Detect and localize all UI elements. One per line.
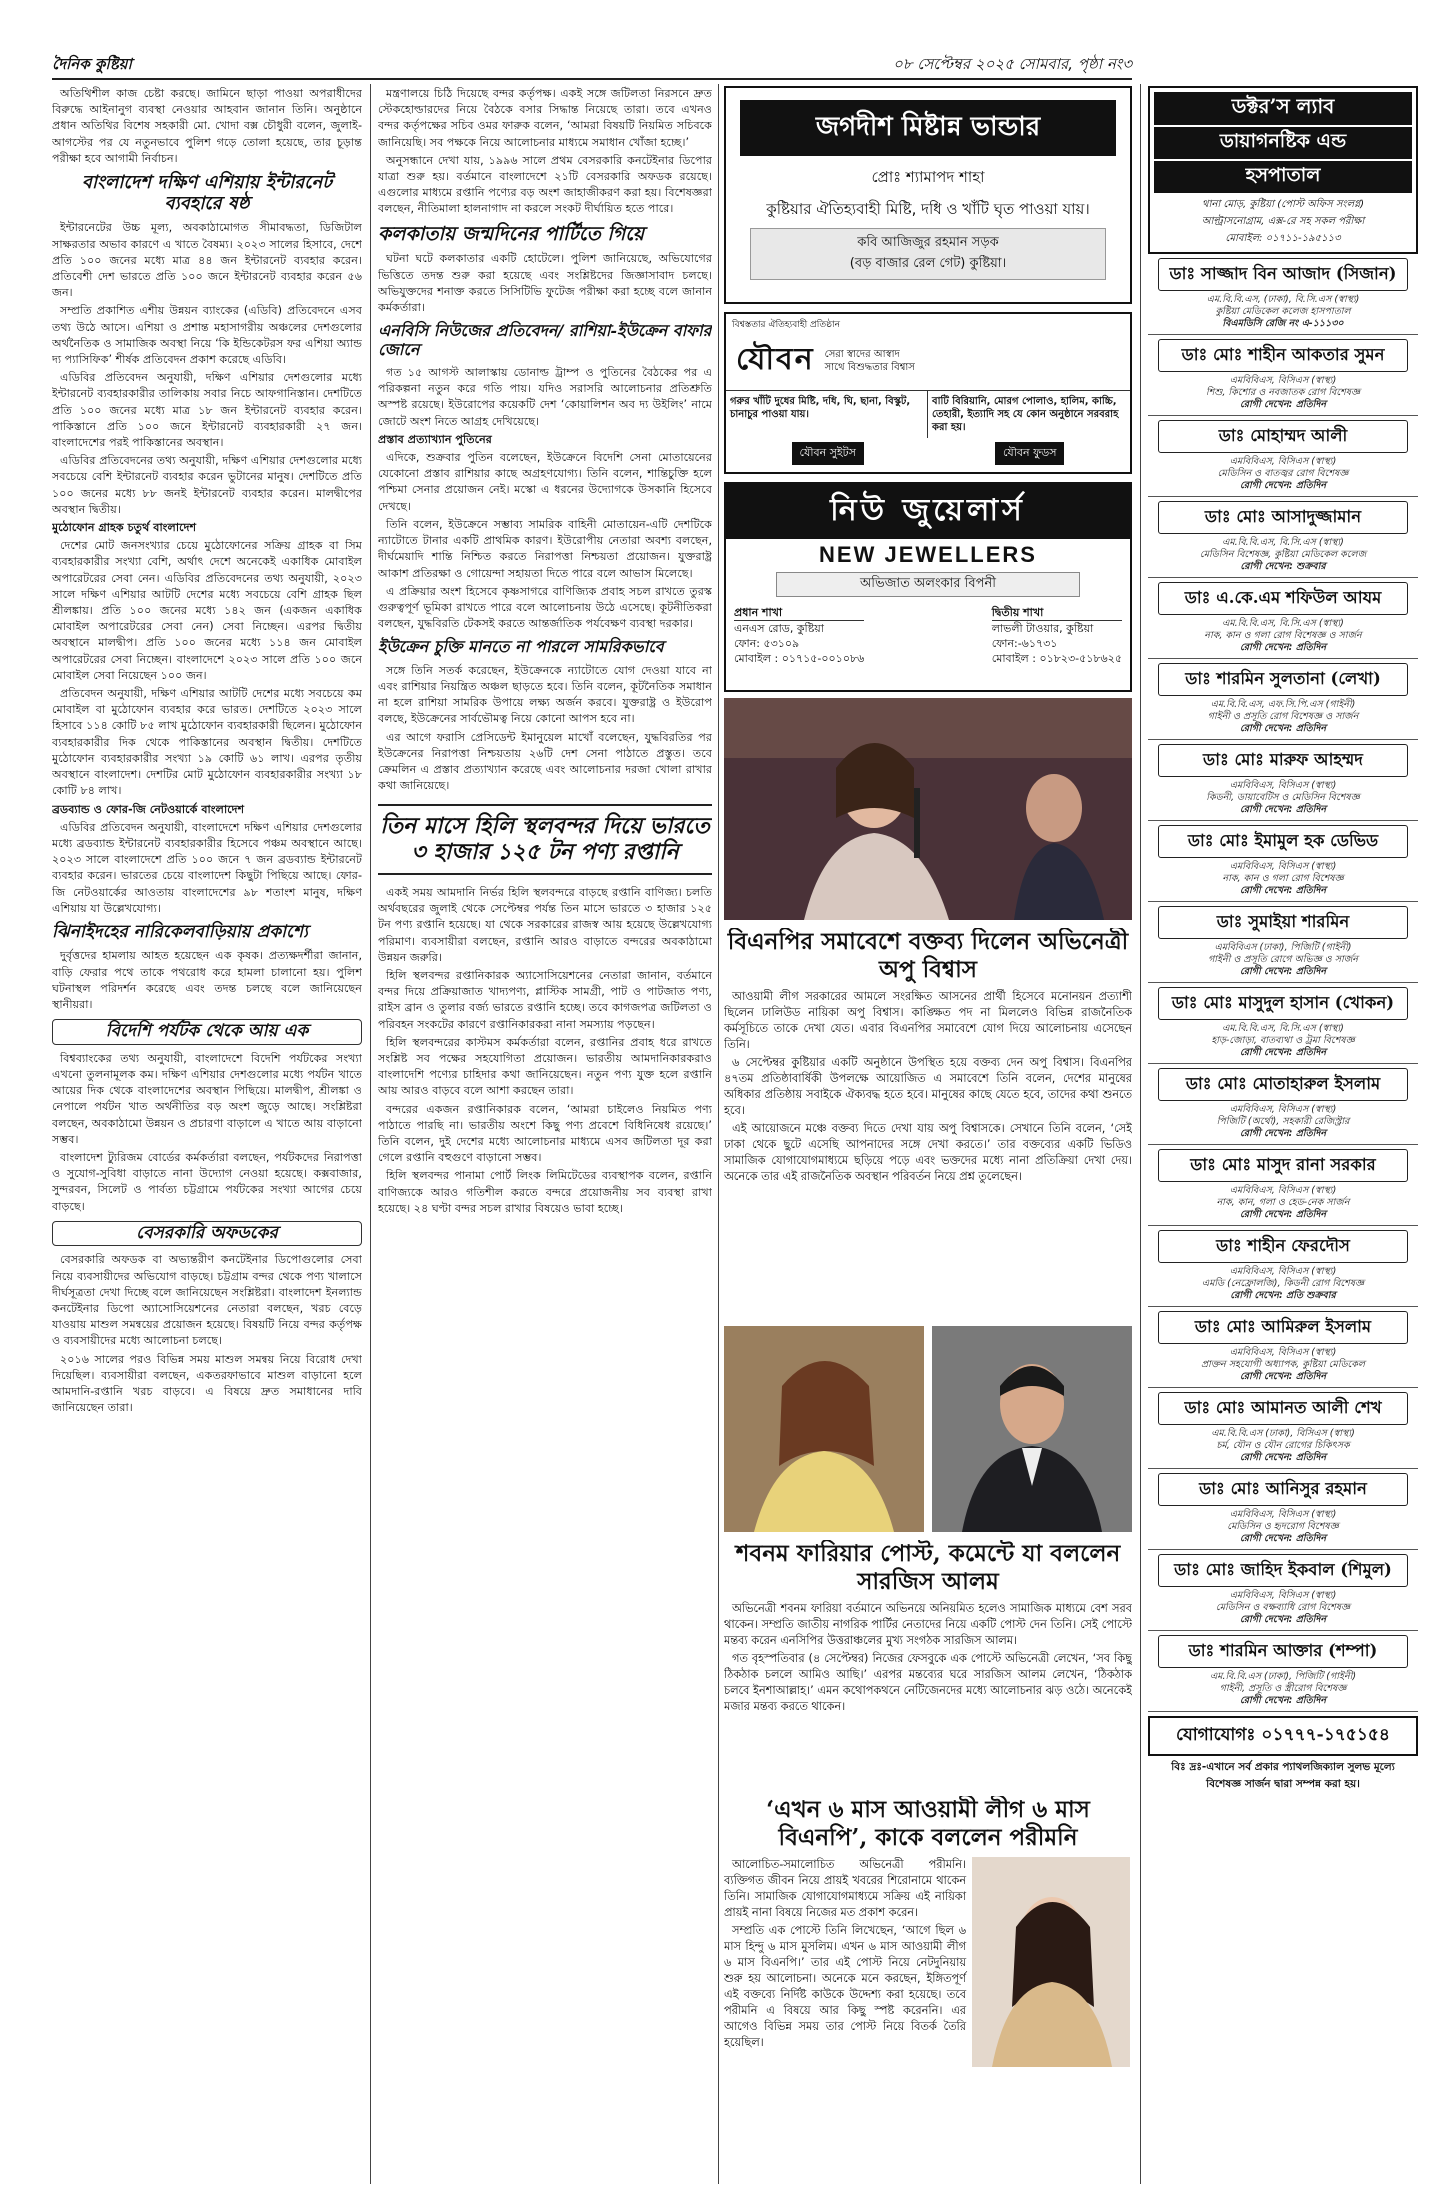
doctor-degree: এমবিবিএস, বিসিএস (স্বাস্থ্য) [1229, 1509, 1337, 1520]
article-headline: বেসরকারি অফডকের [52, 1221, 362, 1247]
doctor-specialty: মেডিসিন ও বাতজ্বর রোগ বিশেষজ্ঞ [1217, 468, 1349, 479]
article-text: অভিনেত্রী শবনম ফারিয়া বর্তমানে অভিনয়ে অনিয়মিত হলেও সামাজিক মাধ্যমে বেশ সরব থাকেন। সম্প্রতি জাতীয় নাগরিক পার্টির নেতাদের নিয়ে একটি পোস্ট দেন তিনি। সেই পোস্টে মন্তব্য করেন এনসিপির উত্তরাঞ্চলের মুখ্য সংগঠক সারজিস আলম। [724, 1602, 1132, 1648]
doctor-degree: এম.বি.বি.এস, এফ.সি.পি.এস (গাইনী) [1210, 699, 1356, 710]
story-2 [724, 1540, 1132, 1790]
article-text: আওয়ামী লীগ সরকারের আমলে সংরক্ষিত আসনের প্রার্থী হিসেবে মনোনয়ন প্রত্যাশী ছিলেন ঢালিউড নায়িকা অপু বিশ্বাস। কাঙ্ক্ষিত পদ না মিললেও বিভিন্ন রাজনৈতিক কর্মসূচিতে তাকে দেখা যেত। এবার বিএনপির সমাবেশে যোগ দিয়ে আলোচনায় এসেছেন তিনি। [724, 990, 1132, 1052]
doctor-card [1148, 902, 1418, 983]
joubon-tagline-1: সেরা স্বাদের আস্বাদ [824, 348, 900, 360]
doctor-card [1148, 497, 1418, 578]
joubon-branch-1: যৌবন সুইটস [792, 442, 864, 465]
column-rule [718, 84, 719, 2184]
doctor-specialty: নাক, কান ও গলা রোগ বিশেষজ্ঞ [1222, 873, 1344, 884]
story-2-headline: শবনম ফারিয়ার পোস্ট, কমেন্টে যা বললেন সারজিস আলম [735, 1540, 1121, 1595]
doctor-schedule: বিএমডিসি রেজি নং এ-১১১৩০ [1222, 318, 1344, 329]
doctor-card [1148, 659, 1418, 740]
story-2-photo-right [932, 1326, 1132, 1532]
jewellers-name-en: NEW JEWELLERS [819, 542, 1037, 567]
doctor-schedule: রোগী দেখেন: প্রতিদিন [1239, 885, 1327, 896]
doctor-specialty: প্রাক্তন সহযোগী অধ্যাপক, কুষ্টিয়া মেডিকেল [1200, 1359, 1366, 1370]
article-text: বেসরকারি অফডক বা অভ্যন্তরীণ কনটেইনার ডিপোগুলোর সেবা নিয়ে ব্যবসায়ীদের অভিযোগ বাড়ছে। চট্টগ্রাম বন্দর থেকে পণ্য খালাসে দীর্ঘসূত্রতা দেখা দিচ্ছে বলে জানিয়েছেন সংশ্লিষ্টরা। বাংলাদেশ ইনল্যান্ড কনটেইনার ডিপো অ্যাসোসিয়েশনের নেতারা বলছেন, খরচ বেড়ে যাওয়ায় মাশুল সমন্বয়ের প্রয়োজন হয়েছে। বিষয়টি নিয়ে বন্দর কর্তৃপক্ষ ও ব্যবসায়ীদের মধ্যে আলোচনা চলছে। [52, 1253, 362, 1348]
article-text: এডিবির প্রতিবেদনের তথ্য অনুযায়ী, দক্ষিণ এশিয়ার দেশগুলোর মধ্যে সবচেয়ে বেশি ইন্টারনেট ব্যবহার করেন ভুটানের মানুষ। দেশটিতে প্রতি ১০০ জনের মধ্যে ৮৮ জনই ইন্টারনেট ব্যবহার করেন। মালদ্বীপের অবস্থান দ্বিতীয়। [52, 454, 362, 516]
article-text: বিশ্বব্যাংকের তথ্য অনুযায়ী, বাংলাদেশে বিদেশি পর্যটকের সংখ্যা এখনো তুলনামূলক কম। দক্ষিণ এশিয়ার দেশগুলোর মধ্যে পর্যটন খাতে আয়ের দিক থেকে বাংলাদেশের অবস্থান পিছিয়ে। মালদ্বীপ, শ্রীলঙ্কা ও নেপালে পর্যটন খাত অর্থনীতির বড় অংশ জুড়ে আছে। সংশ্লিষ্টরা বলছেন, অবকাঠামো উন্নয়ন ও প্রচারণা বাড়ালে এ খাতে আয় বাড়ানো সম্ভব। [52, 1051, 362, 1146]
column-rule [370, 84, 371, 2184]
doctor-schedule: রোগী দেখেন: প্রতিদিন [1239, 966, 1327, 977]
jewellers-branch-1-address: এনএস রোড, কুষ্টিয়া [734, 622, 824, 635]
article-headline: এনবিসি নিউজের প্রতিবেদন/ রাশিয়া-ইউক্রেন বাফার জোনে [378, 321, 712, 359]
doctor-card [1148, 335, 1418, 416]
article-subhead: ব্রডব্যান্ড ও ফোর-জি নেটওয়ার্কে বাংলাদেশ [52, 802, 245, 816]
politician-photo-illustration [932, 1326, 1132, 1532]
doctor-degree: এমবিবিএস, বিসিএস (স্বাস্থ্য) [1229, 375, 1337, 386]
article-text: দেশের মোট জনসংখ্যার চেয়ে মুঠোফোনের সক্রিয় গ্রাহক বা সিম ব্যবহারকারীর সংখ্যা বেশি, অর্থাৎ দেশে অনেকেই একাধিক মোবাইল অপারেটরের সেবা নেন। এডিবির প্রতিবেদনের তথ্য অনুযায়ী, ২০২৩ সালে দক্ষিণ এশিয়ার আটটি দেশের মধ্যে সবচেয়ে বেশি গ্রাহক ছিল শ্রীলঙ্কায়। প্রতি ১০০ জনের মধ্যে ১৪২ জন (একজন একাধিক মোবাইল অপারেটরের সেবা নেন) সেবা নিচ্ছেন। এরপর দ্বিতীয় অবস্থানে মালদ্বীপ। প্রতি ১০০ জনের মধ্যে ১১৪ জন মোবাইল অপারেটরের সেবা নিচ্ছেন। বাংলাদেশে ২০২৩ সালে প্রতি ১০০ জনে মোবাইল সেবা নিয়েছেন ১০০ জন। [52, 539, 362, 682]
doctor-card [1148, 254, 1418, 335]
doctor-specialty: মেডিসিন ও বক্ষব্যাধি রোগ বিশেষজ্ঞ [1215, 1602, 1351, 1613]
doctor-card [1148, 578, 1418, 659]
jewellers-branch-2-phone: ফোন:-৬১৭৩১ [991, 637, 1058, 650]
doctor-specialty: নাক, কান ও গলা রোগ বিশেষজ্ঞ ও সার্জন [1204, 630, 1362, 641]
joubon-logo: যৌবন [736, 342, 815, 377]
doctor-schedule: রোগী দেখেন: শুক্রবার [1240, 561, 1326, 572]
doctor-specialty: এমডি (নেফ্রোলজি), কিডনী রোগ বিশেষজ্ঞ [1201, 1278, 1365, 1289]
story-2-photo-left [724, 1326, 924, 1532]
article-text: ঘটনা ঘটে কলকাতার একটি হোটেলে। পুলিশ জানিয়েছে, অভিযোগের ভিত্তিতে তদন্ত শুরু করা হয়েছে এবং সংশ্লিষ্টদের জিজ্ঞাসাবাদ চলছে। অভিযুক্তদের শনাক্ত করতে সিসিটিভি ফুটেজ পরীক্ষা করা হচ্ছে বলে জানান কর্মকর্তারা। [378, 252, 712, 315]
article-text: গত ১৫ আগস্ট আলাস্কায় ডোনাল্ড ট্রাম্প ও পুতিনের বৈঠকের পর এ পরিকল্পনা নতুন করে গতি পায়। যদিও সরাসরি আলোচনার প্রতিশ্রুতি অস্পষ্ট রয়েছে। ইউরোপের কয়েকটি দেশ ‘কোয়ালিশন অব দ্য উইলিং’ নামে জোটে অংশ নিতে আগ্রহ দেখিয়েছে। [378, 366, 712, 428]
doctor-card [1148, 1631, 1418, 1712]
doctor-degree: এমবিবিএস, বিসিএস (স্বাস্থ্য) [1229, 1347, 1337, 1358]
article-text: এডিবির প্রতিবেদন অনুযায়ী, বাংলাদেশে দক্ষিণ এশিয়ার দেশগুলোর মধ্যে ব্রডব্যান্ড ইন্টারনেট ব্যবহারকারীর হিসেবে পঞ্চম অবস্থানে আছে। ২০২৩ সালে বাংলাদেশে প্রতি ১০০ জনে ৭ জন ব্রডব্যান্ড ইন্টারনেট ব্যবহার করেন। ভারতের চেয়ে বাংলাদেশ কিছুটা পিছিয়ে আছে। ফোর-জি নেটওয়ার্কের আওতায় বাংলাদেশের ৯৮ শতাংশ মানুষ, দক্ষিণ এশিয়ায় যা উল্লেখযোগ্য। [52, 820, 362, 915]
sweets-advertisement [724, 86, 1132, 304]
joubon-top-line: বিশ্বস্ততার ঐতিহ্যবাহী প্রতিষ্ঠান [732, 320, 840, 330]
article-headline: বিদেশি পর্যটক থেকে আয় এক [52, 1019, 362, 1045]
doctor-card [1148, 416, 1418, 497]
doctor-specialty: মেডিসিন বিশেষজ্ঞ, কুষ্টিয়া মেডিকেল কলেজ [1199, 549, 1367, 560]
jewellers-branch-2-title: দ্বিতীয় শাখা [992, 605, 1122, 621]
doctor-schedule: রোগী দেখেন: প্রতি শুক্রবার [1230, 1290, 1336, 1301]
doctor-name: ডাঃ এ.কে.এম শফিউল আযম [1158, 582, 1408, 615]
doctor-schedule: রোগী দেখেন: প্রতিদিন [1239, 1695, 1327, 1706]
doctor-name: ডাঃ মোঃ আমানত আলী শেখ [1158, 1392, 1408, 1425]
doctor-degree: এমবিবিএস, বিসিএস (স্বাস্থ্য) [1229, 861, 1337, 872]
article-text: মন্ত্রণালয়ে চিঠি দিয়েছে বন্দর কর্তৃপক্ষ। একই সঙ্গে জটিলতা নিরসনে দ্রুত স্টেকহোল্ডারদের নিয়ে বৈঠকে বসার সিদ্ধান্ত নিয়েছে তারা। তবে এখনও বন্দর কর্তৃপক্ষের সচিব ওমর ফারুক বলেন, ‘আমরা বিষয়টি নিয়মিত সচিবকে জানিয়েছি। সব পক্ষকে নিয়ে আলোচনার মাধ্যমে সমাধান খোঁজা হচ্ছে।’ [378, 87, 712, 149]
lab-title-3: হসপাতাল [1154, 161, 1412, 193]
article-text: দুর্বৃত্তদের হামলায় আহত হয়েছেন এক কৃষক। প্রত্যক্ষদর্শীরা জানান, বাড়ি ফেরার পথে তাকে পথরোধ করে হামলা চালানো হয়। পুলিশ ঘটনাস্থল পরিদর্শন করেছে এবং তদন্ত চলছে বলে জানিয়েছেন স্থানীয়রা। [52, 949, 362, 1012]
article-text: বন্দরের একজন রপ্তানিকারক বলেন, ‘আমরা চাইলেও নিয়মিত পণ্য পাঠাতে পারছি না। ভারতীয় অংশে কিছু পণ্য প্রবেশে বিধিনিষেধ রয়েছে।’ তিনি বলেন, দুই দেশের মধ্যে আলোচনার মাধ্যমে এসব জটিলতা দূর করা গেলে রপ্তানি বহুগুণে বাড়ানো সম্ভব। [378, 1102, 712, 1165]
jewellers-name-bn: নিউ জুয়েলার্স [726, 484, 1130, 539]
jewellers-subtitle: অভিজাত অলংকার বিপনী [776, 572, 1080, 597]
story-1 [724, 928, 1132, 1318]
jewellers-branch-2-address: লাভলী টাওয়ার, কুষ্টিয়া [991, 622, 1094, 635]
article-headline: তিন মাসে হিলি স্থলবন্দর দিয়ে ভারতে ৩ হাজার ১২৫ টন পণ্য রপ্তানি [378, 804, 712, 875]
doctor-specialty: কুষ্টিয়া মেডিকেল কলেজ হাসপাতাল [1215, 306, 1351, 317]
sweets-address-line2: (বড় বাজার রেল গেট) কুষ্টিয়া। [849, 256, 1007, 271]
doctor-degree: এমবিবিএস, বিসিএস (স্বাস্থ্য) [1229, 1185, 1337, 1196]
article-subhead: প্রস্তাব প্রত্যাখ্যান পুতিনের [378, 432, 492, 446]
doctor-card [1148, 1469, 1418, 1550]
page-dateline: ০৮ সেপ্টেম্বর ২০২৫ সোমবার, পৃষ্ঠা নং৩ [893, 54, 1132, 73]
doctor-name: ডাঃ শারমিন সুলতানা (লেখা) [1158, 663, 1408, 696]
sweets-address-line1: কবি আজিজুর রহমান সড়ক [857, 235, 999, 250]
doctor-degree: এম.বি.বি.এস (ঢাকা), বিসিএস (স্বাস্থ্য) [1211, 1428, 1355, 1439]
doctor-schedule: রোগী দেখেন: প্রতিদিন [1239, 1533, 1327, 1544]
doctor-name: ডাঃ মোঃ আমিরুল ইসলাম [1158, 1311, 1408, 1344]
doctor-card [1148, 1550, 1418, 1631]
article-text: ২০১৬ সালের পরও বিভিন্ন সময় মাশুল সমন্বয় নিয়ে বিরোধ দেখা দিয়েছিল। ব্যবসায়ীরা বলছেন, একতরফাভাবে মাশুল বাড়ানো হলে আমদানি-রপ্তানি খরচ বাড়বে। এ বিষয়ে দ্রুত সমাধানের দাবি জানিয়েছেন তারা। [52, 1352, 362, 1415]
doctor-name: ডাঃ মোঃ মারুফ আহম্মদ [1158, 744, 1408, 777]
article-text: গত বৃহস্পতিবার (৪ সেপ্টেম্বর) নিজের ফেসবুকে এক পোস্টে অভিনেত্রী লেখেন, ‘সব কিছু ঠিকঠাক চললে আমিও আছি।’ এরপর মন্তব্যের ঘরে সারজিস আলম লেখেন, ‘ঠিকঠাক চলবে ইনশাআল্লাহ।’ এমন কথোপকথনে নেটিজেনদের মধ্যে আলোচনার ঝড় ওঠে। অনেকেই মজার মন্তব্য করতে থাকেন। [724, 1652, 1132, 1714]
article-text: এ প্রক্রিয়ার অংশ হিসেবে কৃষ্ণসাগরে বাণিজ্যিক প্রবাহ সচল রাখতে তুরস্ক গুরুত্বপূর্ণ ভূমিকা রাখতে পারে বলে আলোচনায় উঠে এসেছে। কূটনীতিকরা বলছেন, যুদ্ধবিরতি টেকসই করতে আন্তর্জাতিক পর্যবেক্ষণ ব্যবস্থা দরকার। [378, 584, 712, 631]
article-text: আলোচিত-সমালোচিত অভিনেত্রী পরীমনি। ব্যক্তিগত জীবন নিয়ে প্রায়ই খবরের শিরোনামে থাকেন তিনি। সামাজিক যোগাযোগমাধ্যমে সক্রিয় এই নায়িকা প্রায়ই নানা বিষয়ে নিজের মত প্রকাশ করেন। [724, 1858, 966, 1920]
doctor-schedule: রোগী দেখেন: প্রতিদিন [1239, 1047, 1327, 1058]
doctor-name: ডাঃ মোহাম্মদ আলী [1158, 420, 1408, 453]
doctor-name: ডাঃ সাজ্জাদ বিন আজাদ (সিজান) [1158, 258, 1408, 291]
doctor-degree: এমবিবিএস, বিসিএস (স্বাস্থ্য) [1229, 1266, 1337, 1277]
doctor-name: ডাঃ শারমিন আক্তার (শম্পা) [1158, 1635, 1408, 1668]
doctor-specialty: নাক, কান, গলা ও হেড-নেক সার্জন [1216, 1197, 1350, 1208]
lab-header [1148, 86, 1418, 254]
story-1-photo [724, 698, 1132, 920]
doctor-degree: এমবিবিএস, বিসিএস (স্বাস্থ্য) [1229, 1104, 1337, 1115]
article-text: সঙ্গে তিনি সতর্ক করেছেন, ইউক্রেনকে ন্যাটোতে যোগ দেওয়া যাবে না এবং রাশিয়ার নিয়ন্ত্রিত অঞ্চল ছাড়তে হবে। তিনি বলেন, কূটনৈতিক সমাধান না হলে রাশিয়া সামরিক উপায়ে লক্ষ্য অর্জন করবে। যুক্তরাষ্ট্র ও ইউরোপ বলছে, ইউক্রেনের সার্বভৌমত্ব নিয়ে কোনো আপস হবে না। [378, 663, 712, 726]
doctor-degree: এমবিবিএস, বিসিএস (স্বাস্থ্য) [1229, 780, 1337, 791]
column-1 [52, 86, 362, 2166]
doctor-degree: এম.বি.বি.এস (ঢাকা), পিজিটি (গাইনী) [1209, 1671, 1357, 1682]
doctor-specialty: গাইনী ও প্রসূতি রোগে অভিজ্ঞ ও সার্জন [1208, 954, 1358, 965]
sweets-proprietor: প্রোঃ শ্যামাপদ শাহা [871, 168, 985, 186]
doctor-name: ডাঃ শাহীন ফেরদৌস [1158, 1230, 1408, 1263]
joubon-branch-2: যৌবন ফুডস [995, 442, 1065, 465]
article-text: ইন্টারনেটের উচ্চ মূল্য, অবকাঠামোগত সীমাবদ্ধতা, ডিজিটাল সাক্ষরতার অভাব কারণে এ খাতে বৈষম্য। ২০২৩ সালের হিসাবে, দেশে প্রতি ১০০ জনের মধ্যে মাত্র ৪৪ জন ইন্টারনেট ব্যবহার করেন। প্রতিবেশী দেশ ভারতে প্রতি ১০০ জনে ইন্টারনেট ব্যবহার করেন ৫৬ জন। [52, 221, 362, 300]
doctor-card [1148, 1307, 1418, 1388]
doctor-name: ডাঃ মোঃ আনিসুর রহমান [1158, 1473, 1408, 1506]
article-text: প্রতিবেদন অনুযায়ী, দক্ষিণ এশিয়ার আটটি দেশের মধ্যে সবচেয়ে কম মোবাইল বা মুঠোফোন ব্যবহার করে ভারত। দেশটিতে ২০২৩ সালে হিসাবে ১১৪ কোটি ৮৫ লাখ মুঠোফোন ব্যবহারকারী ছিলেন। মুঠোফোন ব্যবহারকারীর দিক থেকে পাকিস্তানের অবস্থান দ্বিতীয়। দেশটিতে মুঠোফোন ব্যবহারকারীর সংখ্যা ১৯ কোটি ৬১ লাখ। এরপর তৃতীয় অবস্থানে বাংলাদেশ। দেশটির মোট মুঠোফোন ব্যবহারকারীর সংখ্যা ১৮ কোটি ৮৪ লাখ। [52, 687, 362, 798]
story-1-headline: বিএনপির সমাবেশে বক্তব্য দিলেন অভিনেত্রী অপু বিশ্বাস [727, 928, 1129, 983]
doctor-specialty: চর্ম, যৌন ও যৌন রোগের চিকিৎসক [1216, 1440, 1350, 1451]
article-text: হিলি স্থলবন্দর রপ্তানিকারক অ্যাসোসিয়েশনের নেতারা জানান, বর্তমানে বন্দর দিয়ে প্রক্রিয়াজাত খাদ্যপণ্য, প্লাস্টিক সামগ্রী, পাট ও পাটজাত পণ্য, রাইস ব্রান ও তুলার বর্জ্য ভারতে রপ্তানি হচ্ছে। তবে কাগজপত্র জটিলতা ও পরিবহন সংকটের কারণে রপ্তানিকারকরা নানা সমস্যায় পড়ছেন। [378, 968, 712, 1031]
actress-photo-illustration [724, 1326, 924, 1532]
jewellers-branch-1-mobile: মোবাইল : ০১৭১৫-০০১০৮৬ [734, 652, 865, 665]
article-text: তিনি বলেন, ইউক্রেনে সম্ভাব্য সামরিক বাহিনী মোতায়েন-এটি দেশটিকে ন্যাটোতে টানার একটি প্রাথমিক কারণ। ইউরোপীয় নেতারা অবশ্য বলছেন, দীর্ঘমেয়াদি শান্তি নিশ্চিত করতে নিরাপত্তা নিশ্চয়তা প্রয়োজন। যুক্তরাষ্ট্র আকাশ প্রতিরক্ষা ও গোয়েন্দা সহায়তা দিতে পারে বলে আভাস মিলেছে। [378, 517, 712, 580]
footer-note: বিঃ দ্রঃ-এখানে সর্ব প্রকার প্যাথলজিক্যাল সুলভ মূল্যে বিশেষজ্ঞ সার্জন দ্বারা সম্পন্ন করা হয়। [1171, 1761, 1395, 1790]
page-header [52, 52, 1132, 80]
joubon-tagline-2: সাথে বিশুদ্ধতার বিশ্বাস [824, 361, 915, 373]
lab-title-2: ডায়াগনষ্টিক এন্ড [1154, 127, 1412, 159]
doctor-specialty: শিশু, কিশোর ও নবজাতক রোগ বিশেষজ্ঞ [1205, 387, 1361, 398]
doctor-schedule: রোগী দেখেন: প্রতিদিন [1239, 642, 1327, 653]
article-text: অনুসন্ধানে দেখা যায়, ১৯৯৬ সালে প্রথম বেসরকারি কনটেইনার ডিপোর যাত্রা শুরু হয়। বর্তমানে বাংলাদেশে ২১টি বেসরকারি অফডক রয়েছে। এগুলোর মাধ্যমে রপ্তানি পণ্যের বড় অংশ জাহাজীকরণ করা হয়। বিশেষজ্ঞরা বলছেন, নীতিমালা হালনাগাদ না করলে সংকট দীর্ঘায়িত হতে পারে। [378, 153, 712, 216]
doctor-name: ডাঃ মোঃ ইমামুল হক ডেভিড [1158, 825, 1408, 858]
lab-address: থানা মোড়, কুষ্টিয়া (পোস্ট অফিস সংলগ্ন) [1201, 199, 1365, 210]
jewellers-branch-2-mobile: মোবাইল : ০১৮২৩-৫১৮৬২৫ [991, 652, 1122, 665]
contact-line: যোগাযোগঃ ০১৭৭৭-১৭৫১৫৪ [1148, 1716, 1418, 1756]
article-headline: ইউক্রেন চুক্তি মানতে না পারলে সামরিকভাবে [378, 637, 664, 657]
newspaper-name: দৈনিক কুষ্টিয়া [52, 54, 132, 73]
article-headline: কলকাতায় জন্মদিনের পার্টিতে গিয়ে [378, 222, 645, 245]
doctor-degree: এমবিবিএস, বিসিএস (স্বাস্থ্য) [1229, 456, 1337, 467]
doctor-card [1148, 983, 1418, 1064]
doctor-name: ডাঃ মোঃ মোতাহারুল ইসলাম [1158, 1068, 1408, 1101]
doctor-card [1148, 1388, 1418, 1469]
jewellers-advertisement [724, 482, 1132, 692]
article-text: ৬ সেপ্টেম্বর কুষ্টিয়ার একটি অনুষ্ঠানে উপস্থিত হয়ে বক্তব্য দেন অপু বিশ্বাস। বিএনপির ৪৭তম প্রতিষ্ঠাবার্ষিকী উপলক্ষে আয়োজিত এ সমাবেশে তিনি বলেন, দেশের মানুষের অধিকার প্রতিষ্ঠায় সবাইকে ঐক্যবদ্ধ হতে হবে। মানুষের কাছে যেতে হবে, তাদের কথা শুনতে হবে। [724, 1056, 1132, 1118]
jewellers-branch-1-phone: ফোন: ৫৩১০৯ [734, 637, 800, 650]
article-text: এডিবির প্রতিবেদন অনুযায়ী, দক্ষিণ এশিয়ার দেশগুলোর মধ্যে ইন্টারনেট ব্যবহারকারীর তালিকায় সবার নিচে আফগানিস্তান। দেশটিতে প্রতি ১০০ জনের মধ্যে মাত্র ১৮ জন ইন্টারনেট ব্যবহার করেন। পাকিস্তানে প্রতি ১০০ জনে ইন্টারনেট ব্যবহারকারী ২৭ জন। বাংলাদেশের পরই পাকিস্তানের অবস্থান। [52, 371, 362, 450]
article-text: এদিকে, শুক্রবার পুতিন বলেছেন, ইউক্রেনে বিদেশি সেনা মোতায়েনের যেকোনো প্রস্তাব রাশিয়ার কাছে অগ্রহণযোগ্য। তিনি বলেন, শান্তিচুক্তি হলে পশ্চিমা সেনার প্রয়োজন নেই। মস্কো এ ধরনের উদ্যোগকে উসকানি হিসেবে দেখছে। [378, 451, 712, 513]
story-3 [724, 1796, 1132, 2176]
column-rule [1140, 84, 1141, 2184]
story-3-photo [972, 1857, 1130, 2067]
lab-telephone: আল্ট্রাসনোগ্রাম, এক্স-রে সহ সকল পরীক্ষা মোবাইল: ০১৭১১-১৯৫১১৩ [1201, 216, 1365, 244]
article-headline: বাংলাদেশ দক্ষিণ এশিয়ায় ইন্টারনেট ব্যবহারে ষষ্ঠ [81, 172, 333, 214]
doctor-name: ডাঃ মোঃ জাহিদ ইকবাল (শিমুল) [1158, 1554, 1408, 1587]
doctor-specialty: গাইনী, প্রসূতি ও স্ত্রীরোগ বিশেষজ্ঞ [1219, 1683, 1347, 1694]
article-text: বাংলাদেশ ট্যুরিজম বোর্ডের কর্মকর্তারা বলছেন, পর্যটকদের নিরাপত্তা ও সুযোগ-সুবিধা বাড়াতে নানা উদ্যোগ নেওয়া হয়েছে। কক্সবাজার, সুন্দরবন, সিলেট ও পার্বত্য চট্টগ্রামে পর্যটকের সংখ্যা আগের চেয়ে বাড়ছে। [52, 1151, 362, 1213]
doctor-schedule: রোগী দেখেন: প্রতিদিন [1239, 1209, 1327, 1220]
doctor-schedule: রোগী দেখেন: প্রতিদিন [1239, 804, 1327, 815]
joubon-advertisement [724, 312, 1132, 474]
actress-portrait-illustration [972, 1857, 1130, 2067]
doctor-schedule: রোগী দেখেন: প্রতিদিন [1239, 1128, 1327, 1139]
jewellers-branch-1-title: প্রধান শাখা [734, 605, 864, 621]
doctor-name: ডাঃ মোঃ মাসুদ রানা সরকার [1158, 1149, 1408, 1182]
article-text: সম্প্রতি এক পোস্টে তিনি লিখেছেন, ‘আগে ছিল ৬ মাস হিন্দু ৬ মাস মুসলিম। এখন ৬ মাস আওয়ামী লীগ ৬ মাস বিএনপি।’ তার এই পোস্ট নিয়ে নেটদুনিয়ায় শুরু হয় আলোচনা। অনেকে মনে করছেন, ইঙ্গিতপূর্ণ এই বক্তব্যে নির্দিষ্ট কাউকে উদ্দেশ্য করা হয়েছে। তবে পরীমনি এ বিষয়ে আর কিছু স্পষ্ট করেননি। এর আগেও বিভিন্ন সময় তার পোস্ট নিয়ে বিতর্ক তৈরি হয়েছিল। [724, 1924, 966, 2050]
doctor-schedule: রোগী দেখেন: প্রতিদিন [1239, 1452, 1327, 1463]
article-text: অতিথিশীল কাজ চেষ্টা করছে। জামিনে ছাড়া পাওয়া অপরাধীদের বিরুদ্ধে আইনানুগ ব্যবস্থা নেওয়ার আহবান জানান তিনি। অনুষ্ঠানে প্রধান অতিথির বিশেষ সহকারী মো. খোদা বক্স চৌধুরী বলেন, জুলাই-আগস্টের পর যে নতুনভাবে পুলিশ গড়ে তোলা হয়েছে, তার চূড়ান্ত পরীক্ষা হবে আগামী নির্বাচন। [52, 87, 362, 165]
story-3-headline: ‘এখন ৬ মাস আওয়ামী লীগ ৬ মাস বিএনপি’, কাকে বললেন পরীমনি [766, 1796, 1090, 1851]
sweets-tagline: কুষ্টিয়ার ঐতিহ্যবাহী মিষ্টি, দধি ও খাঁটি ঘৃত পাওয়া যায়। [766, 200, 1090, 218]
doctor-degree: এম.বি.বি.এস, (ঢাকা), বি.সি.এস (স্বাস্থ্য) [1206, 294, 1360, 305]
doctor-degree: এমবিবিএস, বিসিএস (স্বাস্থ্য) [1229, 1590, 1337, 1601]
doctor-specialty: গাইনী ও প্রসূতি রোগ বিশেষজ্ঞ ও সার্জন [1207, 711, 1359, 722]
doctor-degree: এমবিবিএস (ঢাকা), পিজিটি (গাইনী) [1214, 942, 1352, 953]
doctor-schedule: রোগী দেখেন: প্রতিদিন [1239, 399, 1327, 410]
doctor-card [1148, 821, 1418, 902]
doctor-card [1148, 1145, 1418, 1226]
doctor-degree: এম.বি.বি.এস, বি.সি.এস (স্বাস্থ্য) [1222, 537, 1344, 548]
article-text: এর আগে ফরাসি প্রেসিডেন্ট ইমানুয়েল মাখোঁ বলেছেন, যুদ্ধবিরতির পর ইউক্রেনের নিরাপত্তা নিশ্চয়তায় ২৬টি দেশ সেনা পাঠাতে প্রস্তুত। তবে ক্রেমলিন এ প্রস্তাব প্রত্যাখ্যান করেছে এবং আলোচনার দরজা খোলা রাখার কথা জানিয়েছে। [378, 730, 712, 793]
article-text: হিলি স্থলবন্দর পানামা পোর্ট লিংক লিমিটেডের ব্যবস্থাপক বলেন, রপ্তানি বাণিজ্যকে আরও গতিশীল করতে বন্দরে প্রয়োজনীয় সব ব্যবস্থা রাখা হয়েছে। ২৪ ঘণ্টা বন্দর সচল রাখার বিষয়েও ভাবা হচ্ছে। [378, 1169, 712, 1215]
speaker-photo-illustration [724, 698, 1132, 920]
joubon-left-offer: গরুর খাঁটি দুধের মিষ্টি, দধি, ঘি, ছানা, বিস্কুট, চানাচুর পাওয়া যায়। [726, 391, 928, 438]
doctor-name: ডাঃ মোঃ শাহীন আকতার সুমন [1158, 339, 1408, 372]
doctor-list [1148, 254, 1418, 1712]
doctors-sidebar [1148, 86, 1418, 2166]
doctor-schedule: রোগী দেখেন: প্রতিদিন [1239, 723, 1327, 734]
article-text: হিলি স্থলবন্দরের কাস্টমস কর্মকর্তারা বলেন, রপ্তানির প্রবাহ ধরে রাখতে সংশ্লিষ্ট সব পক্ষের সহযোগিতা প্রয়োজন। ভারতীয় আমদানিকারকরাও বাংলাদেশি পণ্যের চাহিদার কথা জানিয়েছেন। নতুন পণ্য যুক্ত হলে রপ্তানি আয় আরও বাড়বে বলে আশা করছেন তারা। [378, 1035, 712, 1098]
article-text: এই আয়োজনে মঞ্চে বক্তব্য দিতে দেখা যায় অপু বিশ্বাসকে। সেখানে তিনি বলেন, ‘সেই ঢাকা থেকে ছুটে এসেছি আপনাদের সঙ্গে দেখা করতে।’ তার বক্তব্যের একটি ভিডিও সামাজিক যোগাযোগমাধ্যমে ছড়িয়ে পড়ে এবং ভক্তদের মধ্যে নানা প্রতিক্রিয়া দেখা দেয়। অনেকে তার এই রাজনৈতিক অবস্থান পরিবর্তন নিয়ে প্রশ্ন তুলেছেন। [724, 1122, 1132, 1184]
article-text: একই সময় আমদানি নির্ভর হিলি স্থলবন্দরে বাড়ছে রপ্তানি বাণিজ্য। চলতি অর্থবছরের জুলাই থেকে সেপ্টেম্বর পর্যন্ত তিন মাসে ভারতে ৩ হাজার ১২৫ টন পণ্য রপ্তানি হয়েছে। যা থেকে সরকারের রাজস্ব আয় হয়েছে উল্লেখযোগ্য পরিমাণ। ব্যবসায়ীরা বলছেন, রপ্তানি আরও বাড়াতে বন্দরের অবকাঠামো উন্নয়ন জরুরি। [378, 885, 712, 964]
doctor-degree: এম.বি.বি.এস, বি.সি.এস (স্বাস্থ্য) [1222, 618, 1344, 629]
doctor-schedule: রোগী দেখেন: প্রতিদিন [1239, 480, 1327, 491]
column-2 [378, 86, 712, 2166]
doctor-schedule: রোগী দেখেন: প্রতিদিন [1239, 1614, 1327, 1625]
doctor-schedule: রোগী দেখেন: প্রতিদিন [1239, 1371, 1327, 1382]
sweets-shop-name: জগদীশ মিষ্টান্ন ভান্ডার [740, 100, 1116, 156]
doctor-specialty: হাড়-জোড়া, বাতব্যথা ও ট্রমা বিশেষজ্ঞ [1211, 1035, 1355, 1046]
doctor-specialty: পিজিটি (অর্থো), সহকারী রেজিস্ট্রার [1216, 1116, 1350, 1127]
doctor-name: ডাঃ সুমাইয়া শারমিন [1158, 906, 1408, 939]
lab-title-1: ডক্টর’স ল্যাব [1154, 92, 1412, 125]
article-headline: ঝিনাইদহের নারিকেলবাড়িয়ায় প্রকাশ্যে [52, 921, 308, 942]
doctor-name: ডাঃ মোঃ মাসুদুল হাসান (খোকন) [1158, 987, 1408, 1020]
doctor-card [1148, 1226, 1418, 1307]
doctor-card [1148, 1064, 1418, 1145]
sweets-address-box [750, 228, 1106, 280]
doctor-degree: এম.বি.বি.এস, বি.সি.এস (স্বাস্থ্য) [1222, 1023, 1344, 1034]
joubon-right-offer: বাটি বিরিয়ানি, মোরগ পোলাও, হালিম, কাচ্চি, তেহারী, ইত্যাদি সহ যে কোন অনুষ্ঠানে সরবরাহ করা হয়। [932, 396, 1119, 433]
article-subhead: মুঠোফোন গ্রাহক চতুর্থ বাংলাদেশ [52, 521, 197, 535]
article-text: সম্প্রতি প্রকাশিত এশীয় উন্নয়ন ব্যাংকের (এডিবি) প্রতিবেদনে এসব তথ্য উঠে আসে। এশিয়া ও প্রশান্ত মহাসাগরীয় অঞ্চলের দেশগুলোর অর্থনৈতিক ও সামাজিক অবস্থা নিয়ে ‘কি ইন্ডিকেটরস ফর এশিয়া অ্যান্ড দ্য প্যাসিফিক’ শীর্ষক প্রতিবেদন প্রকাশ করেছে এডিবি। [52, 304, 362, 367]
doctor-card [1148, 740, 1418, 821]
doctor-specialty: মেডিসিন ও হৃদরোগ বিশেষজ্ঞ [1227, 1521, 1339, 1532]
doctor-specialty: কিডনী, ডায়াবেটিস ও মেডিসিন বিশেষজ্ঞ [1206, 792, 1360, 803]
doctor-name: ডাঃ মোঃ আসাদুজ্জামান [1158, 501, 1408, 534]
